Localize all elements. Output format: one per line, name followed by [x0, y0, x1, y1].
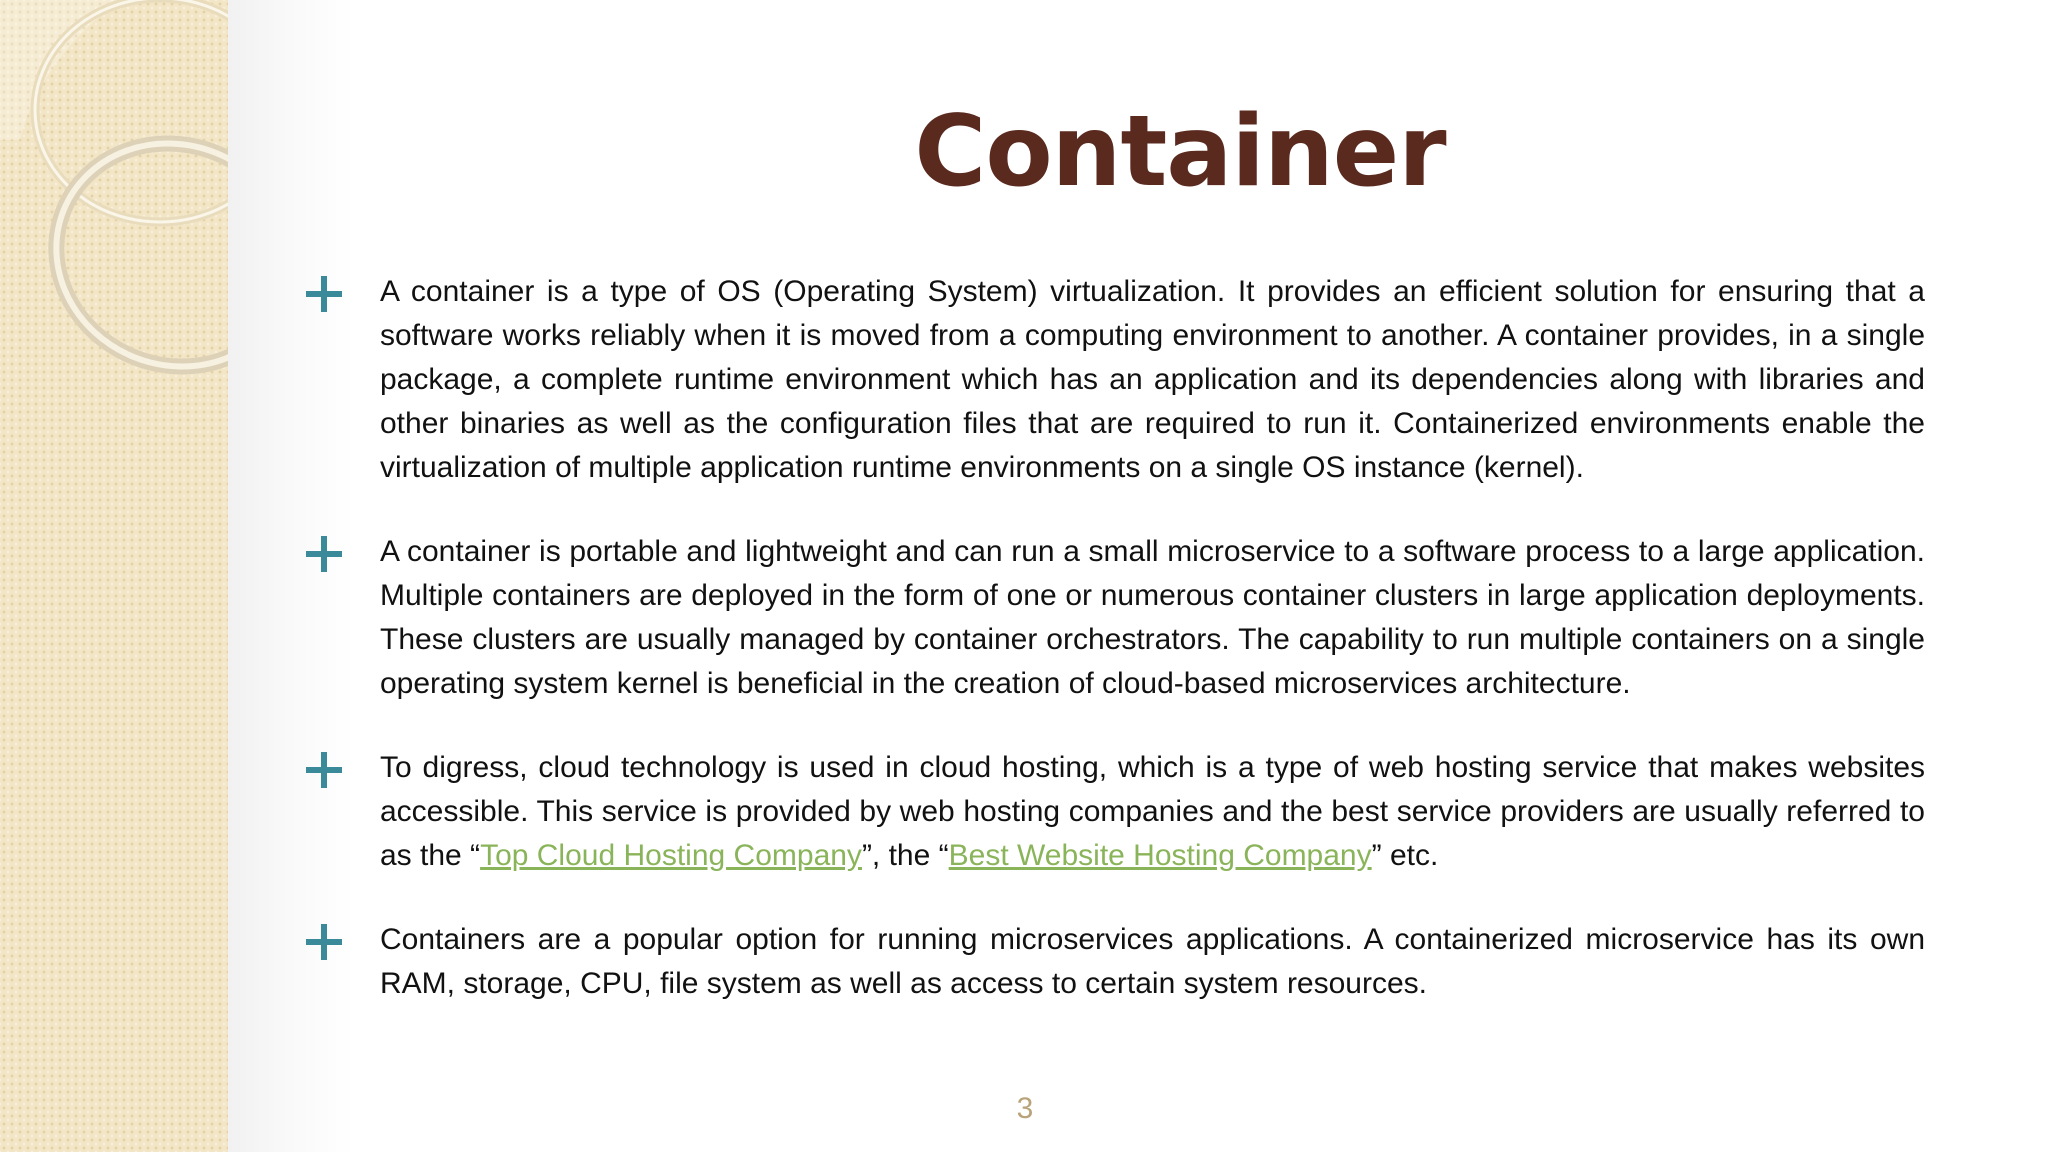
slide-title: Container [914, 95, 1446, 209]
bullet-text [380, 746, 1925, 878]
decorative-side-panel [0, 0, 228, 1152]
bullet-item [300, 270, 1925, 490]
bullet-item [300, 530, 1925, 706]
best-website-hosting-link[interactable]: Best Website Hosting Company [948, 839, 1372, 872]
bullet-text: A container is a type of OS (Operating System) virtualization. It provides an efficient solution for ensuring that a software works reliably when it is moved from a computing environment to another. A container provides, in a single package, a complete runtime environment which has an application and its dependencies along with libraries and other binaries as well as the configuration files that are required to run it. Containerized environments enable the virtualization of multiple application runtime environments on a single OS instance (kernel). [380, 275, 1925, 484]
page-number: 3 [1016, 1092, 1034, 1125]
bullet-list [300, 270, 1925, 1046]
bullet-text: Containers are a popular option for running microservices applications. A containerized microservice has its own RAM, storage, CPU, file system as well as access to certain system resources. [380, 923, 1925, 1000]
bullet-text-part: To digress, cloud technology is used in cloud hosting, which is a type of web hosting service that makes websites accessible. This service is provided by web hosting companies and the best service providers are usually referred to as the “ [380, 751, 1925, 872]
decorative-rings [0, 0, 260, 420]
top-cloud-hosting-link[interactable]: Top Cloud Hosting Company [480, 839, 862, 872]
plus-icon [304, 750, 344, 790]
bullet-item [300, 918, 1925, 1006]
plus-icon [304, 274, 344, 314]
plus-icon [304, 534, 344, 574]
bullet-text: A container is portable and lightweight and can run a small microservice to a software process to a large application. Multiple containers are deployed in the form of one or numerous container clusters in large application deployments. These clusters are usually managed by container orchestrators. The capability to run multiple containers on a single operating system kernel is beneficial in the creation of cloud-based microservices architecture. [380, 535, 1925, 700]
bullet-text-part: ” etc. [1371, 839, 1439, 872]
bullet-text-part: ”, the “ [861, 839, 949, 872]
plus-icon [304, 922, 344, 962]
bullet-item [300, 746, 1925, 878]
